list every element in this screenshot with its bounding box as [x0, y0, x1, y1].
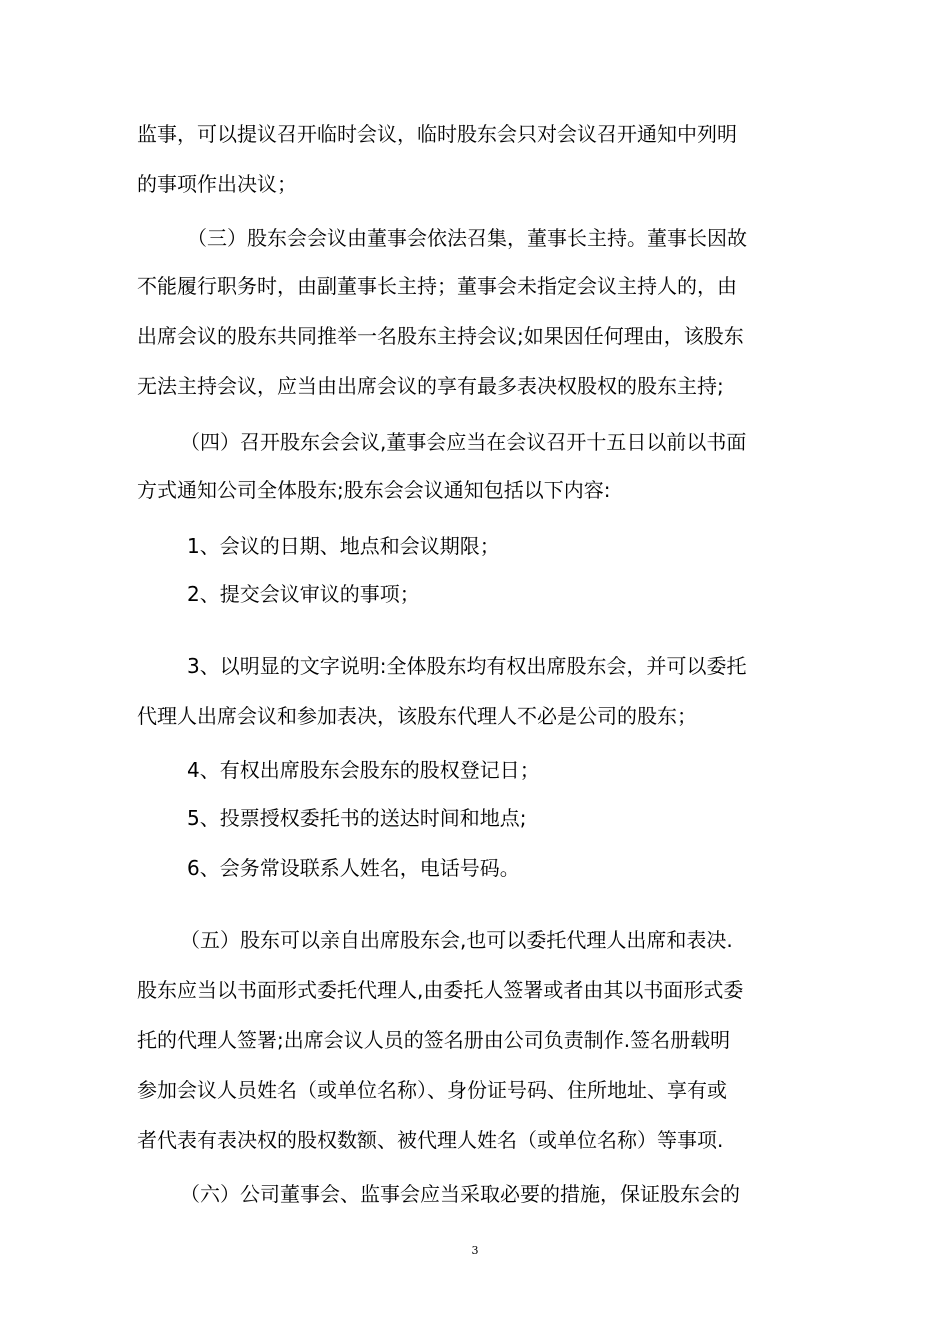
text-line: 的事项作出决议； [137, 172, 297, 196]
text-line: 方式通知公司全体股东;股东会会议通知包括以下内容: [137, 478, 611, 502]
list-item-3: 3、以明显的文字说明:全体股东均有权出席股东会，并可以委托 [187, 654, 747, 678]
paragraph-6-start: （六）公司董事会、监事会应当采取必要的措施，保证股东会的 [180, 1182, 740, 1206]
text-line: 监事，可以提议召开临时会议，临时股东会只对会议召开通知中列明 [137, 122, 737, 146]
paragraph-3-start: （三）股东会会议由董事会依法召集，董事长主持。董事长因故 [187, 226, 747, 250]
text-line: 出席会议的股东共同推举一名股东主持会议;如果因任何理由，该股东 [137, 324, 744, 348]
text-line: 托的代理人签署;出席会议人员的签名册由公司负责制作.签名册载明 [137, 1028, 731, 1052]
text-line: 不能履行职务时，由副董事长主持；董事会未指定会议主持人的，由 [137, 274, 737, 298]
list-item-4: 4、有权出席股东会股东的股权登记日； [187, 758, 540, 782]
text-line: 代理人出席会议和参加表决，该股东代理人不必是公司的股东； [137, 704, 697, 728]
text-line: 无法主持会议，应当由出席会议的享有最多表决权股权的股东主持; [137, 374, 724, 398]
list-item-1: 1、会议的日期、地点和会议期限； [187, 534, 500, 558]
text-line: 股东应当以书面形式委托代理人,由委托人签署或者由其以书面形式委 [137, 978, 744, 1002]
paragraph-4-start: （四）召开股东会会议,董事会应当在会议召开十五日以前以书面 [180, 430, 747, 454]
list-item-2: 2、提交会议审议的事项； [187, 582, 420, 606]
text-line: 者代表有表决权的股权数额、被代理人姓名（或单位名称）等事项. [137, 1128, 724, 1152]
list-item-5: 5、投票授权委托书的送达时间和地点; [187, 806, 527, 830]
page-number: 3 [471, 1244, 479, 1257]
text-line: 参加会议人员姓名（或单位名称）、身份证号码、住所地址、享有或 [137, 1078, 727, 1102]
paragraph-5-start: （五）股东可以亲自出席股东会,也可以委托代理人出席和表决. [180, 928, 733, 952]
list-item-6: 6、会务常设联系人姓名，电话号码。 [187, 856, 520, 880]
